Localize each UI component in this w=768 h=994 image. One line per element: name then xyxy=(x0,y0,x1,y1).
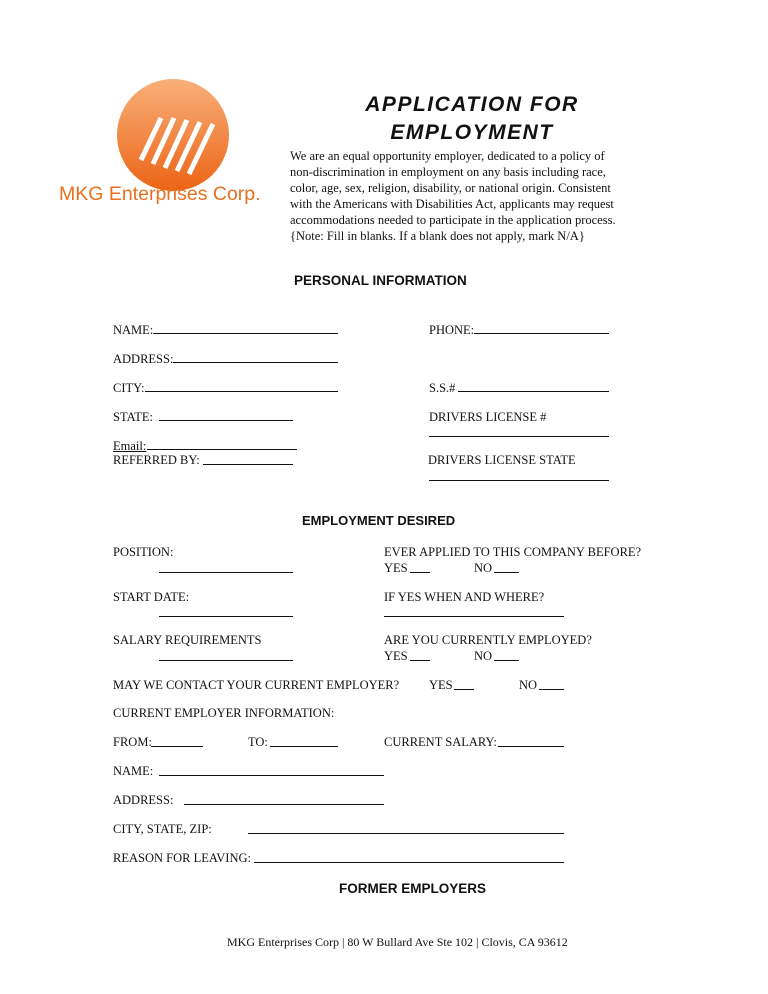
logo-company-name: MKG Enterprises Corp. xyxy=(59,183,261,205)
applied-yes-label: YES xyxy=(384,561,408,575)
city-label: CITY: xyxy=(113,381,145,395)
from-field[interactable] xyxy=(151,746,203,747)
employed-no-label: NO xyxy=(474,649,493,663)
intro-line: accommodations needed to participate in the application process. xyxy=(290,213,616,227)
state-label: STATE: xyxy=(113,410,153,424)
phone-label: PHONE: xyxy=(429,323,475,337)
intro-line: color, age, sex, religion, disability, or national origin. Consistent xyxy=(290,181,611,195)
contact-no-label: NO xyxy=(519,678,538,692)
intro-line: {Note: Fill in blanks. If a blank does not apply, mark N/A} xyxy=(290,229,585,243)
email-label: Email: xyxy=(113,439,147,453)
employed-no-field[interactable] xyxy=(494,660,519,661)
employer-address-label: ADDRESS: xyxy=(113,793,174,807)
applied-no-label: NO xyxy=(474,561,493,575)
dl-state-label: DRIVERS LICENSE STATE xyxy=(428,453,576,467)
reason-label: REASON FOR LEAVING: xyxy=(113,851,251,865)
dl-field[interactable] xyxy=(429,436,609,437)
city-state-zip-label: CITY, STATE, ZIP: xyxy=(113,822,212,836)
may-contact-label: MAY WE CONTACT YOUR CURRENT EMPLOYER? xyxy=(113,678,400,692)
if-yes-field[interactable] xyxy=(384,616,564,617)
state-field[interactable] xyxy=(159,420,293,421)
from-label: FROM: xyxy=(113,735,152,749)
contact-yes-field[interactable] xyxy=(454,689,474,690)
if-yes-label: IF YES WHEN AND WHERE? xyxy=(384,590,545,604)
name-label: NAME: xyxy=(113,323,154,337)
position-field[interactable] xyxy=(159,572,293,573)
name-field[interactable] xyxy=(153,333,338,334)
section-heading-personal: PERSONAL INFORMATION xyxy=(294,273,467,288)
dl-label: DRIVERS LICENSE # xyxy=(429,410,547,424)
employed-yes-field[interactable] xyxy=(410,660,430,661)
currently-employed-label: ARE YOU CURRENTLY EMPLOYED? xyxy=(384,633,592,647)
footer-address: MKG Enterprises Corp | 80 W Bullard Ave Ste 102 | Clovis, CA 93612 xyxy=(227,935,568,949)
to-field[interactable] xyxy=(270,746,338,747)
phone-field[interactable] xyxy=(474,333,609,334)
intro-line: non-discrimination in employment on any basis including race, xyxy=(290,165,606,179)
contact-no-field[interactable] xyxy=(539,689,564,690)
start-date-field[interactable] xyxy=(159,616,293,617)
section-heading-former: FORMER EMPLOYERS xyxy=(339,881,487,896)
section-heading-employment: EMPLOYMENT DESIRED xyxy=(302,513,456,528)
salary-req-label: SALARY REQUIREMENTS xyxy=(113,633,262,647)
page-title-line2: EMPLOYMENT xyxy=(390,121,554,144)
referred-label: REFERRED BY: xyxy=(113,453,200,467)
address-field[interactable] xyxy=(173,362,338,363)
ssn-label: S.S.# xyxy=(429,381,456,395)
intro-line: We are an equal opportunity employer, dedicated to a policy of xyxy=(290,149,605,163)
start-date-label: START DATE: xyxy=(113,590,190,604)
applied-yes-field[interactable] xyxy=(410,572,430,573)
current-salary-label: CURRENT SALARY: xyxy=(384,735,497,749)
contact-yes-label: YES xyxy=(429,678,453,692)
employer-name-label: NAME: xyxy=(113,764,154,778)
reason-field[interactable] xyxy=(254,862,564,863)
to-label: TO: xyxy=(248,735,268,749)
employer-address-field[interactable] xyxy=(184,804,384,805)
address-label: ADDRESS: xyxy=(113,352,174,366)
ssn-field[interactable] xyxy=(458,391,609,392)
salary-req-field[interactable] xyxy=(159,660,293,661)
employer-name-field[interactable] xyxy=(159,775,384,776)
referred-field[interactable] xyxy=(203,464,293,465)
company-logo xyxy=(57,78,282,213)
city-state-zip-field[interactable] xyxy=(248,833,564,834)
current-info-label: CURRENT EMPLOYER INFORMATION: xyxy=(113,706,335,720)
employed-yes-label: YES xyxy=(384,649,408,663)
dl-state-field[interactable] xyxy=(429,480,609,481)
applied-no-field[interactable] xyxy=(494,572,519,573)
intro-line: with the Americans with Disabilities Act, applicants may request xyxy=(290,197,614,211)
email-field[interactable] xyxy=(147,449,297,450)
page-title-line1: APPLICATION FOR xyxy=(365,93,579,116)
city-field[interactable] xyxy=(145,391,338,392)
position-label: POSITION: xyxy=(113,545,174,559)
current-salary-field[interactable] xyxy=(498,746,564,747)
applied-before-label: EVER APPLIED TO THIS COMPANY BEFORE? xyxy=(384,545,642,559)
intro-paragraph xyxy=(290,148,660,244)
